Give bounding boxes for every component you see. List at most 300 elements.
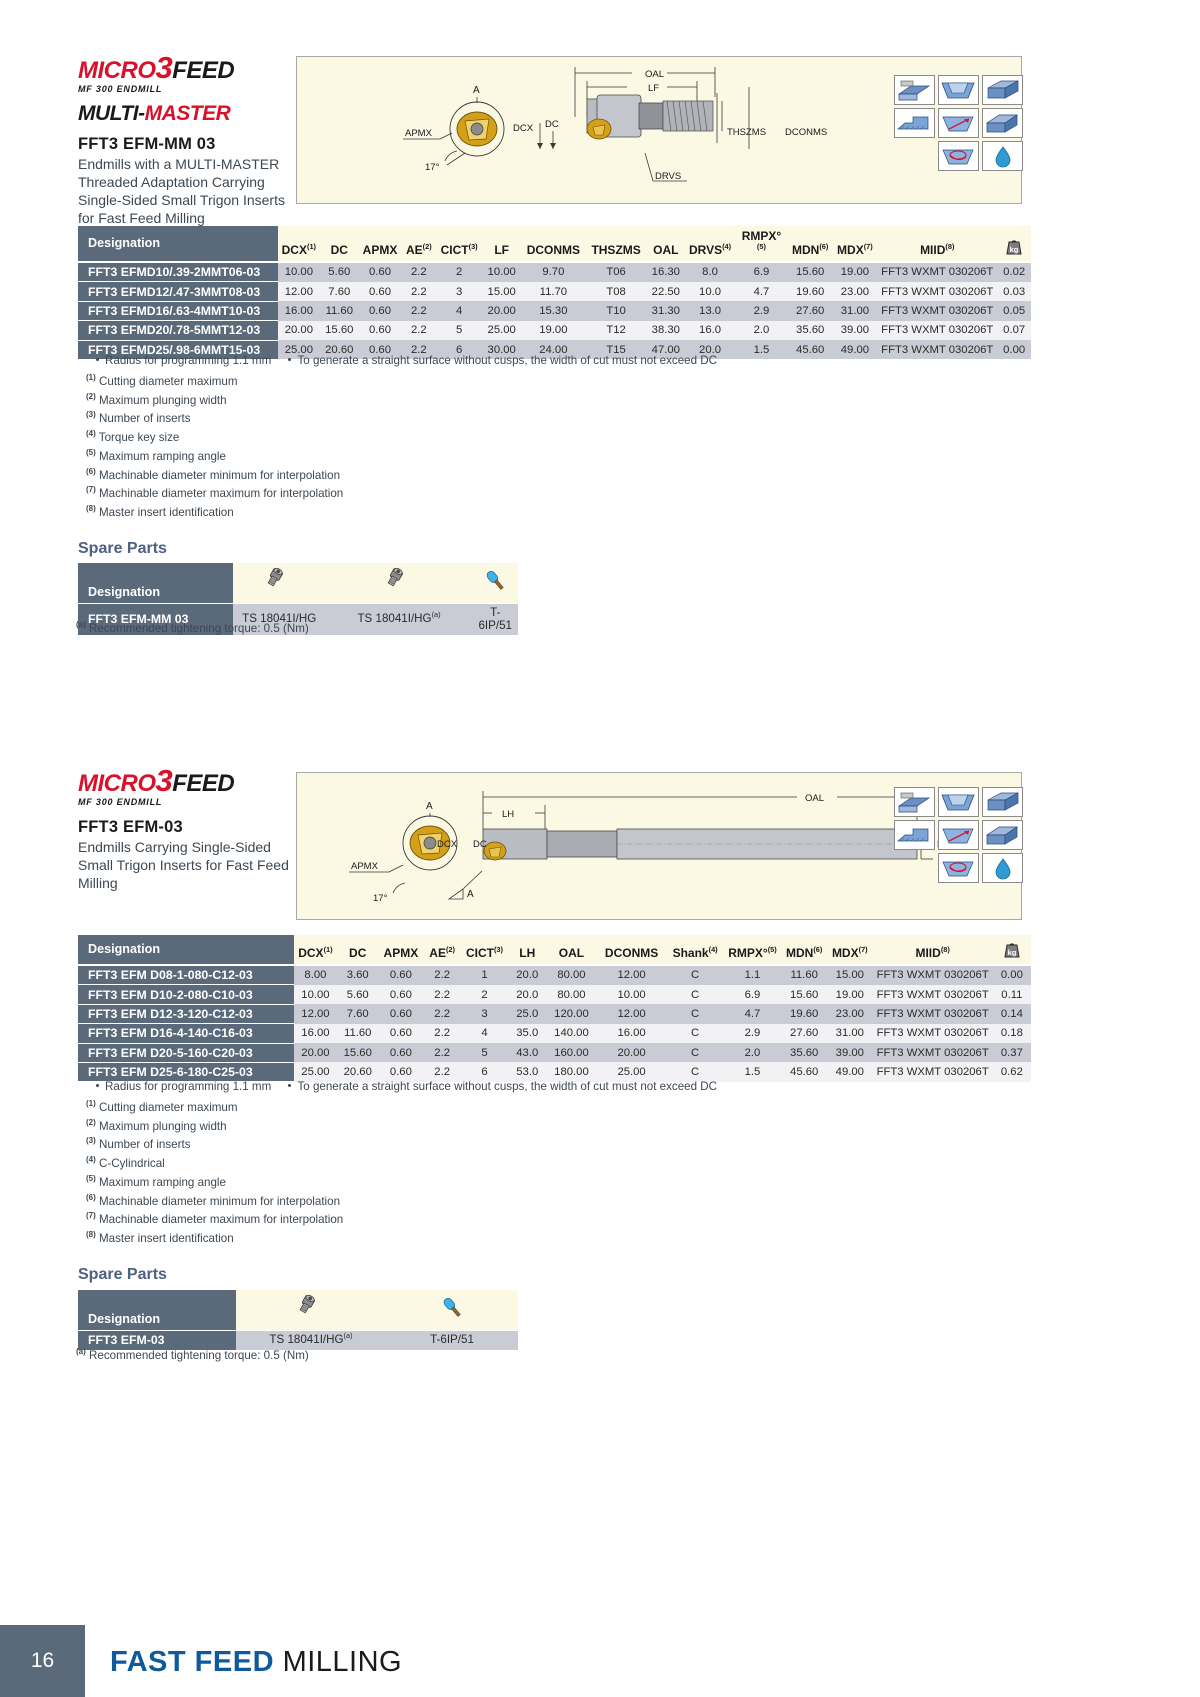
table-cell: C xyxy=(667,985,724,1004)
screw-icon xyxy=(384,567,414,593)
table-cell: 24.00 xyxy=(521,340,585,359)
footer-title-bold: FAST FEED xyxy=(110,1646,275,1678)
sp2-row-designation: FFT3 EFM-03 xyxy=(78,1330,236,1350)
table-cell: 1.5 xyxy=(735,340,788,359)
table-cell: 35.60 xyxy=(788,321,833,340)
table-cell: 5 xyxy=(436,321,482,340)
table-cell: T06 xyxy=(586,262,647,282)
table-cell: T15 xyxy=(586,340,647,359)
table-cell: 2.2 xyxy=(424,985,461,1004)
screw-icon xyxy=(264,567,294,593)
footnote2-2: $^{(2)}$ Maximum plunging width xyxy=(86,1117,227,1133)
table-cell: FFT3 WXMT 030206T xyxy=(877,262,997,282)
table-cell: 1 xyxy=(461,965,508,985)
section1-diagram-panel xyxy=(296,56,1022,204)
table-cell: 5.60 xyxy=(337,985,378,1004)
table-cell: 2.2 xyxy=(402,262,437,282)
table-cell: 2.2 xyxy=(424,1004,461,1023)
table-cell: 4.7 xyxy=(724,1004,782,1023)
bullet-note-2: To generate a straight surface without cusps, the width of cut must not exceed DC xyxy=(297,354,718,367)
label-drvs: DRVS xyxy=(655,171,682,182)
sp2-footnote-a: $^{(a)}$ Recommended tightening torque: 0.5 (Nm) xyxy=(76,1347,309,1362)
row-designation: FFT3 EFMD12/.47-3MMT08-03 xyxy=(78,282,278,301)
table-row xyxy=(78,262,1031,282)
label2-dc: DC xyxy=(473,839,487,850)
table-cell: FFT3 WXMT 030206T xyxy=(877,301,997,320)
face-milling-icon xyxy=(982,787,1023,817)
table-cell: 0.07 xyxy=(997,321,1031,340)
row-designation: FFT3 EFM D16-4-140-C16-03 xyxy=(78,1024,294,1043)
table-cell: 2.2 xyxy=(402,321,437,340)
table-cell: T10 xyxy=(586,301,647,320)
pocket-milling-icon xyxy=(938,75,979,105)
table-cell: 20.00 xyxy=(278,321,321,340)
section1-product-title: FFT3 EFM-MM 03 xyxy=(78,135,216,153)
table-cell: 6.9 xyxy=(724,985,782,1004)
table-row xyxy=(78,321,1031,340)
table-cell: 12.00 xyxy=(597,965,667,985)
bullet2-note-2: To generate a straight surface without cusps, the width of cut must not exceed DC xyxy=(297,1080,718,1093)
label2-a: A xyxy=(426,801,433,812)
table-cell: 0.00 xyxy=(993,965,1031,985)
logo-three-text: 3 xyxy=(155,50,173,85)
col2-rmpx: RMPX°$^{(5)}$ xyxy=(724,935,782,965)
table-cell: 0.37 xyxy=(993,1043,1031,1062)
footnote2-8: $^{(8)}$ Master insert identification xyxy=(86,1230,234,1246)
section1-sp-head xyxy=(78,563,518,603)
sp-value-1: TS 18041I/HG xyxy=(233,603,326,635)
table-cell: 12.00 xyxy=(294,1004,338,1023)
label2-oal: OAL xyxy=(805,793,825,804)
table-cell: 2.2 xyxy=(424,1062,461,1081)
footnote2-5: $^{(5)}$ Maximum ramping angle xyxy=(86,1174,226,1189)
col2-designation: Designation xyxy=(78,935,294,965)
step-milling-icon xyxy=(894,820,935,850)
section2-spare-parts-table xyxy=(78,1290,518,1350)
table-cell: 10.00 xyxy=(278,262,321,282)
col2-lh: LH xyxy=(508,935,546,965)
table-cell: 16.00 xyxy=(597,1024,667,1043)
col-ae: AE$^{(2)}$ xyxy=(402,226,437,262)
table-cell: 19.60 xyxy=(781,1004,827,1023)
table-row xyxy=(78,985,1031,1004)
table-row xyxy=(78,1024,1031,1043)
table-cell: 10.00 xyxy=(482,262,521,282)
table-row xyxy=(78,1004,1031,1023)
row-designation: FFT3 EFMD20/.78-5MMT12-03 xyxy=(78,321,278,340)
table-cell: 2.0 xyxy=(735,321,788,340)
table-cell: 45.60 xyxy=(788,340,833,359)
table-cell: 15.60 xyxy=(337,1043,378,1062)
row-designation: FFT3 EFMD10/.39-2MMT06-03 xyxy=(78,262,278,282)
weight-kg-icon xyxy=(1001,938,1023,960)
col2-ae: AE$^{(2)}$ xyxy=(424,935,461,965)
table-row xyxy=(78,301,1031,320)
col-oal: OAL xyxy=(647,226,685,262)
page-number: 16 xyxy=(30,1649,55,1672)
col2-dc: DC xyxy=(337,935,378,965)
table-cell: 43.0 xyxy=(508,1043,546,1062)
table-cell: 11.70 xyxy=(521,282,585,301)
table-cell: 20.00 xyxy=(597,1043,667,1062)
slot-milling-icon xyxy=(894,787,935,817)
col-cict: CICT$^{(3)}$ xyxy=(436,226,482,262)
logo2-feed-text: FEED xyxy=(172,770,235,797)
table-cell: FFT3 WXMT 030206T xyxy=(877,340,997,359)
table-cell: 20.60 xyxy=(337,1062,378,1081)
section2-product-description: Endmills Carrying Single-Sided Small Trigon Inserts for Fast Feed Milling xyxy=(78,839,289,891)
bullet-note-1: Radius for programming 1.1 mm xyxy=(105,354,272,367)
table-cell: 4 xyxy=(436,301,482,320)
col2-mdn: MDN$^{(6)}$ xyxy=(781,935,827,965)
section2-footnote-list xyxy=(86,1099,988,1249)
footnote2-3: $^{(3)}$ Number of inserts xyxy=(86,1136,191,1152)
torx-key-icon xyxy=(435,1294,469,1320)
table-cell: 31.00 xyxy=(827,1024,873,1043)
table-cell: 20.60 xyxy=(320,340,358,359)
footnote2-4: $^{(4)}$ C-Cylindrical xyxy=(86,1155,165,1171)
table-cell: 16.00 xyxy=(278,301,321,320)
table-cell: 39.00 xyxy=(833,321,878,340)
table-cell: 10.00 xyxy=(597,985,667,1004)
sp2-col-designation: Designation xyxy=(78,1290,236,1330)
sp-torx-key-icon-cell xyxy=(472,563,518,603)
section1-application-icons xyxy=(894,75,1023,171)
table-cell: FFT3 WXMT 030206T xyxy=(873,1062,993,1081)
sp-footnote-a: $^{(a)}$ Recommended tightening torque: 0.5 (Nm) xyxy=(76,620,309,635)
helical-icon xyxy=(938,141,979,171)
section2-spare-parts-note xyxy=(76,1347,309,1366)
col-dconms: DCONMS xyxy=(521,226,585,262)
section1-bullet-notes xyxy=(96,352,988,371)
table-cell: FFT3 WXMT 030206T xyxy=(873,1004,993,1023)
coolant-icon xyxy=(982,853,1023,883)
row-designation: FFT3 EFM D08-1-080-C12-03 xyxy=(78,965,294,985)
shoulder-milling-icon xyxy=(982,108,1023,138)
table-cell: 0.60 xyxy=(378,985,423,1004)
table-cell: 80.00 xyxy=(546,985,596,1004)
table-cell: 31.30 xyxy=(647,301,685,320)
table-cell: 6.9 xyxy=(735,262,788,282)
face-milling-icon xyxy=(982,75,1023,105)
table-cell: FFT3 WXMT 030206T xyxy=(877,321,997,340)
bullet2-note-1: Radius for programming 1.1 mm xyxy=(105,1080,272,1093)
table-cell: 31.00 xyxy=(833,301,878,320)
table-cell: 20.0 xyxy=(685,340,735,359)
table-cell: 3.60 xyxy=(337,965,378,985)
col2-cict: CICT$^{(3)}$ xyxy=(461,935,508,965)
logo-subtitle: MF 300 ENDMILL xyxy=(78,84,163,94)
ramping-icon xyxy=(938,108,979,138)
section1-spec-table xyxy=(78,226,1031,360)
table-cell: 35.60 xyxy=(781,1043,827,1062)
section1-table-body xyxy=(78,262,1031,359)
section2-spec-table xyxy=(78,935,1031,1082)
table-row xyxy=(78,1043,1031,1062)
col-dc: DC xyxy=(320,226,358,262)
logo-micro-text: MICRO xyxy=(78,57,156,84)
table-cell: 0.02 xyxy=(997,262,1031,282)
label-dc: DC xyxy=(545,119,559,130)
col-apmx: APMX xyxy=(358,226,401,262)
table-cell: 0.18 xyxy=(993,1024,1031,1043)
logo-multi-text: MULTI- xyxy=(78,102,145,125)
section1-table-head xyxy=(78,226,1031,262)
screw-icon xyxy=(296,1294,326,1320)
table-cell: 10.0 xyxy=(685,282,735,301)
table-cell: T12 xyxy=(586,321,647,340)
table-cell: 13.0 xyxy=(685,301,735,320)
label-dcx: DCX xyxy=(513,123,534,134)
label-lf: LF xyxy=(648,83,660,94)
section1-spare-parts-title: Spare Parts xyxy=(78,540,167,557)
label-oal: OAL xyxy=(645,69,665,80)
table-cell: 7.60 xyxy=(320,282,358,301)
label2-a-lower: A xyxy=(467,889,474,900)
table-cell: 0.14 xyxy=(993,1004,1031,1023)
table-cell: 80.00 xyxy=(546,965,596,985)
footnote-2: $^{(2)}$ Maximum plunging width xyxy=(86,391,227,407)
section1-footnote-list xyxy=(86,373,988,523)
col-lf: LF xyxy=(482,226,521,262)
sp2-screw-icon-cell xyxy=(236,1290,386,1330)
table-cell: 22.50 xyxy=(647,282,685,301)
table-cell: C xyxy=(667,1043,724,1062)
col2-mdx: MDX$^{(7)}$ xyxy=(827,935,873,965)
section2-notes xyxy=(88,1078,988,1249)
table-cell: 16.0 xyxy=(685,321,735,340)
table-cell: 10.00 xyxy=(294,985,338,1004)
label-thszms: THSZMS xyxy=(727,127,767,138)
sp-value-2: TS 18041I/HG$^{(a)}$ xyxy=(326,603,473,635)
table-cell: 19.00 xyxy=(521,321,585,340)
table-cell: 15.60 xyxy=(320,321,358,340)
table-cell: C xyxy=(667,1062,724,1081)
table-cell: 49.00 xyxy=(833,340,878,359)
table-cell: 5 xyxy=(461,1043,508,1062)
table-cell: 53.0 xyxy=(508,1062,546,1081)
col-rmpx: RMPX°$^{(5)}$ xyxy=(735,226,788,262)
table-cell: 2.0 xyxy=(724,1043,782,1062)
table-cell: 0.60 xyxy=(358,340,401,359)
table-cell: 0.00 xyxy=(997,340,1031,359)
label2-apmx: APMX xyxy=(351,861,378,872)
label-a: A xyxy=(473,85,480,96)
table-cell: 8.00 xyxy=(294,965,338,985)
logo2-subtitle: MF 300 ENDMILL xyxy=(78,797,163,807)
table-cell: 0.60 xyxy=(358,321,401,340)
table-cell: 2.2 xyxy=(402,282,437,301)
table-cell: 20.0 xyxy=(508,985,546,1004)
table-cell: 19.00 xyxy=(827,985,873,1004)
section2-spare-parts-title: Spare Parts xyxy=(78,1266,167,1283)
col2-apmx: APMX xyxy=(378,935,423,965)
pocket-milling-icon xyxy=(938,787,979,817)
table-cell: 0.03 xyxy=(997,282,1031,301)
table-cell: 27.60 xyxy=(781,1024,827,1043)
svg-text:kg: kg xyxy=(1009,245,1019,254)
table-cell: 0.05 xyxy=(997,301,1031,320)
section2-product-title: FFT3 EFM-03 xyxy=(78,818,183,836)
sp-value-3: T-6IP/51 xyxy=(472,603,518,635)
row-designation: FFT3 EFM D12-3-120-C12-03 xyxy=(78,1004,294,1023)
bullet-dot-icon-2 xyxy=(288,358,291,361)
table-cell: 23.00 xyxy=(827,1004,873,1023)
col-designation: Designation xyxy=(78,226,278,262)
micro3feed-logo-2 xyxy=(78,765,293,796)
sp-screw-icon-cell-2 xyxy=(326,563,473,603)
table-cell: 25.00 xyxy=(482,321,521,340)
bullet-dot-icon-3 xyxy=(96,1084,99,1087)
section2-header-row xyxy=(78,935,1031,965)
table-cell: C xyxy=(667,1024,724,1043)
col-drvs: DRVS$^{(4)}$ xyxy=(685,226,735,262)
col2-shank: Shank$^{(4)}$ xyxy=(667,935,724,965)
section2-application-icons xyxy=(894,787,1023,883)
logo-master-text: MASTER xyxy=(144,102,231,125)
row-designation: FFT3 EFMD25/.98-6MMT15-03 xyxy=(78,340,278,359)
table-cell: 15.60 xyxy=(781,985,827,1004)
table-cell: 3 xyxy=(461,1004,508,1023)
col2-weight-kg xyxy=(993,935,1031,965)
row-designation: FFT3 EFM D25-6-180-C25-03 xyxy=(78,1062,294,1081)
section1-logo-block xyxy=(78,52,293,228)
footnote-7: $^{(7)}$ Machinable diameter maximum for interpolation xyxy=(86,485,344,501)
table-cell: 0.60 xyxy=(378,1043,423,1062)
footnote2-1: $^{(1)}$ Cutting diameter maximum xyxy=(86,1098,238,1114)
section2-diagram-panel xyxy=(296,772,1022,920)
footer-title-light: MILLING xyxy=(282,1646,403,1678)
col-miid: MIID$^{(8)}$ xyxy=(877,226,997,262)
footnote-4: $^{(4)}$ Torque key size xyxy=(86,429,180,445)
table-cell: 20.0 xyxy=(508,965,546,985)
table-cell: FFT3 WXMT 030206T xyxy=(873,1043,993,1062)
footnote2-7: $^{(7)}$ Machinable diameter maximum for interpolation xyxy=(86,1211,344,1227)
table-cell: 6 xyxy=(436,340,482,359)
col2-miid: MIID$^{(8)}$ xyxy=(873,935,993,965)
sp2-torx-key-icon-cell xyxy=(386,1290,518,1330)
table-cell: 0.60 xyxy=(378,1024,423,1043)
table-cell: 15.00 xyxy=(482,282,521,301)
label-dconms: DCONMS xyxy=(785,127,828,138)
sp-col-designation: Designation xyxy=(78,563,233,603)
table-cell: 140.00 xyxy=(546,1024,596,1043)
table-cell: 2.2 xyxy=(424,1024,461,1043)
coolant-icon xyxy=(982,141,1023,171)
label-angle-17: 17° xyxy=(425,162,440,173)
col2-oal: OAL xyxy=(546,935,596,965)
section2-table-body xyxy=(78,965,1031,1082)
table-cell: 27.60 xyxy=(788,301,833,320)
table-cell: 2.2 xyxy=(402,340,437,359)
col2-dcx: DCX$^{(1)}$ xyxy=(294,935,338,965)
table-cell: 160.00 xyxy=(546,1043,596,1062)
shoulder-milling-icon xyxy=(982,820,1023,850)
table-cell: 2 xyxy=(436,262,482,282)
row-designation: FFT3 EFMD16/.63-4MMT10-03 xyxy=(78,301,278,320)
bullet-dot-icon-4 xyxy=(288,1084,291,1087)
logo2-micro-text: MICRO xyxy=(78,770,156,797)
table-cell: 38.30 xyxy=(647,321,685,340)
table-cell: 11.60 xyxy=(337,1024,378,1043)
label2-lh: LH xyxy=(502,809,515,820)
logo2-three-text: 3 xyxy=(155,763,173,798)
table-cell: 7.60 xyxy=(337,1004,378,1023)
table-cell: 2.2 xyxy=(424,1043,461,1062)
torx-key-icon xyxy=(478,567,512,593)
footer-title xyxy=(110,1646,402,1679)
step-milling-icon xyxy=(894,108,935,138)
footnote-6: $^{(6)}$ Machinable diameter minimum for interpolation xyxy=(86,466,341,482)
col2-dconms: DCONMS xyxy=(597,935,667,965)
table-cell: 2.9 xyxy=(735,301,788,320)
table-cell: 19.00 xyxy=(833,262,878,282)
table-cell: 2 xyxy=(461,985,508,1004)
table-cell: 8.0 xyxy=(685,262,735,282)
footnote2-6: $^{(6)}$ Machinable diameter minimum for interpolation xyxy=(86,1192,341,1208)
table-cell: 6 xyxy=(461,1062,508,1081)
col-thszms: THSZMS xyxy=(586,226,647,262)
table-cell: 45.60 xyxy=(781,1062,827,1081)
table-cell: 39.00 xyxy=(827,1043,873,1062)
sp2-value-2: T-6IP/51 xyxy=(386,1330,518,1350)
table-cell: 0.60 xyxy=(378,965,423,985)
table-cell: 12.00 xyxy=(278,282,321,301)
table-cell: FFT3 WXMT 030206T xyxy=(873,965,993,985)
table-cell: 0.60 xyxy=(358,301,401,320)
section2-logo-block xyxy=(78,765,293,893)
sp-row-designation: FFT3 EFM-MM 03 xyxy=(78,603,233,635)
section2-sp-header-row xyxy=(78,1290,518,1330)
section1-sp-header-row xyxy=(78,563,518,603)
table-cell: 120.00 xyxy=(546,1004,596,1023)
col-mdn: MDN$^{(6)}$ xyxy=(788,226,833,262)
table-cell: 20.00 xyxy=(294,1043,338,1062)
table-cell: 15.60 xyxy=(788,262,833,282)
slot-milling-icon xyxy=(894,75,935,105)
sp-screw-icon-cell-1 xyxy=(233,563,326,603)
table-cell: 35.0 xyxy=(508,1024,546,1043)
svg-text:kg: kg xyxy=(1007,948,1017,957)
table-cell: 5.60 xyxy=(320,262,358,282)
table-cell: 12.00 xyxy=(597,1004,667,1023)
table-cell: 0.60 xyxy=(378,1004,423,1023)
table-cell: 25.0 xyxy=(508,1004,546,1023)
table-cell: 0.11 xyxy=(993,985,1031,1004)
table-cell: 25.00 xyxy=(294,1062,338,1081)
table-cell: FFT3 WXMT 030206T xyxy=(877,282,997,301)
table-cell: 9.70 xyxy=(521,262,585,282)
multimaster-logo xyxy=(78,102,293,126)
table-cell: 11.60 xyxy=(781,965,827,985)
table-cell: 180.00 xyxy=(546,1062,596,1081)
table-cell: 30.00 xyxy=(482,340,521,359)
bullet-dot-icon xyxy=(96,358,99,361)
section2-bullet-notes xyxy=(96,1078,988,1097)
footnote-3: $^{(3)}$ Number of inserts xyxy=(86,410,191,426)
footnote-8: $^{(8)}$ Master insert identification xyxy=(86,504,234,520)
col-mdx: MDX$^{(7)}$ xyxy=(833,226,878,262)
table-cell: 4 xyxy=(461,1024,508,1043)
section1-spare-parts-note xyxy=(76,620,309,639)
table-cell: 49.00 xyxy=(827,1062,873,1081)
table-cell: 4.7 xyxy=(735,282,788,301)
table-cell: 11.60 xyxy=(320,301,358,320)
sp2-value-1: TS 18041I/HG$^{(a)}$ xyxy=(236,1330,386,1350)
ramping-icon xyxy=(938,820,979,850)
table-cell: 1.1 xyxy=(724,965,782,985)
weight-kg-icon xyxy=(1003,235,1025,257)
